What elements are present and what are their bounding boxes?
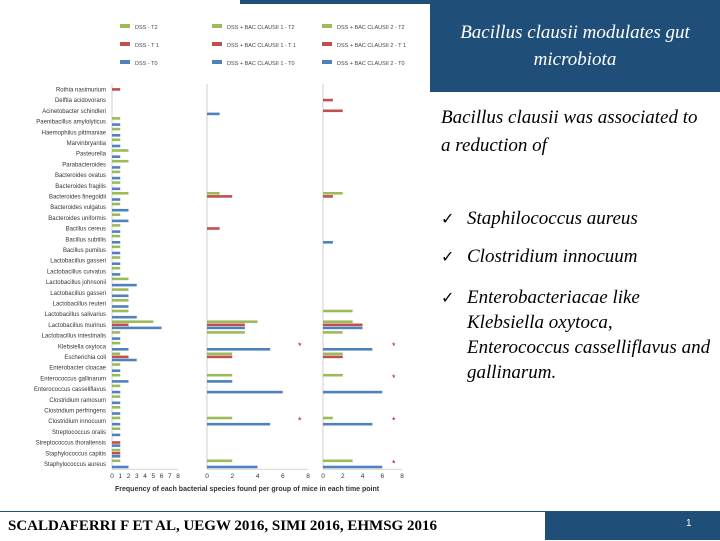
bar — [207, 353, 232, 356]
bar — [112, 374, 120, 377]
tick-label: 2 — [230, 473, 235, 481]
category-label: Bacteroides vulgatus — [50, 205, 106, 212]
bar — [112, 209, 129, 212]
bar — [112, 134, 120, 137]
category-label: Parabacteroides — [62, 162, 106, 169]
bar — [112, 449, 120, 452]
legend-label: DSS - T2 — [135, 25, 158, 31]
legend-swatch — [212, 42, 222, 46]
bar — [323, 310, 353, 313]
slide-title: Bacillus clausii modulates gut microbiota — [460, 22, 690, 70]
category-label: Staphylococcus capitis — [45, 451, 106, 458]
bar — [112, 278, 129, 281]
tick-label: 3 — [134, 473, 139, 481]
bar — [207, 195, 232, 198]
bar — [323, 324, 363, 327]
bar — [323, 466, 382, 469]
category-label: Streptococcus thoraltensis — [35, 440, 106, 447]
tick-label: 6 — [280, 473, 285, 481]
significance-asterisk: * — [392, 340, 396, 351]
category-label: Bacteroides ovatus — [54, 173, 106, 180]
legend-swatch — [120, 42, 130, 46]
bar — [112, 327, 162, 330]
bar — [112, 337, 120, 340]
bar — [323, 391, 382, 394]
bar — [112, 324, 129, 327]
bar — [112, 299, 129, 302]
bar — [323, 320, 353, 323]
legend-label: DSS - T0 — [135, 61, 158, 67]
legend-swatch — [322, 60, 332, 64]
bullet-text: Clostridium innocuum — [467, 246, 638, 267]
bar — [112, 256, 120, 259]
category-label: Streptococcus oralis — [51, 429, 106, 436]
bar — [323, 331, 343, 334]
footer-citation: SCALDAFERRI F ET AL, UEGW 2016, SIMI 2016, EHMSG 2016 — [0, 511, 545, 540]
tick-label: 2 — [340, 473, 345, 481]
legend-swatch — [212, 24, 222, 28]
bar — [112, 171, 120, 174]
bar — [112, 145, 120, 148]
category-label: Escherichia coli — [64, 355, 106, 361]
category-label: Lactobacillus gasseri — [50, 258, 106, 265]
bar — [112, 395, 120, 398]
category-label: Lactobacillus johnsonii — [45, 280, 106, 287]
bar — [112, 224, 120, 227]
bar — [112, 213, 120, 216]
tick-label: 5 — [151, 473, 156, 481]
bar — [207, 423, 270, 426]
bar — [323, 374, 343, 377]
bar — [112, 295, 129, 298]
category-label: Lactobacillus reuteri — [52, 301, 106, 308]
legend-label: DSS + BAC CLAUSII 2 - T 1 — [337, 43, 407, 49]
bar — [207, 320, 258, 323]
bar — [323, 356, 343, 359]
bar — [323, 99, 333, 102]
significance-asterisk: * — [392, 372, 396, 383]
category-label: Bacillus pumilus — [62, 248, 106, 254]
bar — [112, 149, 129, 152]
bar — [207, 324, 245, 327]
bar — [207, 348, 270, 351]
bar — [112, 363, 120, 366]
tick-label: 8 — [176, 473, 180, 481]
bar — [112, 220, 129, 223]
bar — [207, 391, 283, 394]
category-label: Pasteurella — [75, 151, 106, 158]
bar — [112, 455, 120, 458]
bar — [112, 198, 120, 201]
bar — [112, 166, 120, 169]
bullet-text: Staphilococcus aureus — [467, 208, 638, 229]
bar — [112, 385, 120, 388]
category-label: Bacteroides uniformis — [48, 215, 106, 222]
bar — [207, 192, 220, 195]
category-label: Delftia acidovorans — [54, 98, 106, 105]
legend-label: DSS + BAC CLAUSII 1 - T2 — [227, 25, 295, 31]
tick-label: 4 — [360, 473, 365, 481]
bar — [323, 460, 353, 463]
legend-label: DSS + BAC CLAUSII 2 - T0 — [337, 61, 405, 67]
bullet-clostridium — [441, 244, 716, 269]
x-axis-label: Frequency of each bacterial species found per group of mice in each time point — [115, 486, 380, 493]
category-label: Clostridium innocuum — [48, 419, 106, 426]
category-label: Bacillus subtilis — [65, 237, 106, 244]
bar — [112, 252, 120, 255]
category-label: Lactobacillus murinus — [48, 322, 106, 329]
category-label: Lactobacillus curvatus — [46, 269, 106, 276]
bar — [207, 227, 220, 230]
bar — [112, 284, 137, 287]
checkmark-icon: ✓ — [441, 247, 455, 266]
bar — [207, 466, 258, 469]
bar — [112, 192, 129, 195]
bar — [112, 444, 120, 447]
bar — [207, 380, 232, 383]
bar — [112, 466, 129, 469]
bar — [323, 327, 363, 330]
bar — [112, 331, 120, 334]
page-number: 1 — [686, 518, 692, 529]
category-label: Staphylococcus aureus — [43, 462, 106, 468]
bar — [112, 241, 120, 244]
bar — [323, 195, 333, 198]
category-label: Klebsiella oxytoca — [57, 344, 106, 351]
bar — [323, 417, 333, 420]
bullet-staphylococcus — [441, 206, 716, 231]
significance-asterisk: * — [392, 458, 396, 469]
bar — [112, 310, 129, 313]
legend-swatch — [212, 60, 222, 64]
bar — [112, 348, 129, 351]
category-label: Enterococcus gallinarum — [40, 376, 106, 383]
significance-asterisk: * — [298, 340, 302, 351]
bar — [112, 316, 137, 319]
bar — [112, 139, 120, 142]
bar — [207, 460, 232, 463]
tick-label: 0 — [110, 473, 114, 481]
category-label: Rothia nasimurium — [55, 87, 106, 94]
bar — [207, 327, 245, 330]
bar — [112, 406, 120, 409]
bar — [112, 128, 120, 131]
tick-label: 8 — [400, 473, 404, 481]
bar — [323, 241, 333, 244]
bar — [207, 374, 232, 377]
tick-label: 0 — [321, 473, 325, 481]
legend-swatch — [322, 24, 332, 28]
tick-label: 0 — [205, 473, 209, 481]
bar — [112, 288, 129, 291]
bar — [112, 235, 120, 238]
bar — [112, 369, 120, 372]
bar — [112, 262, 120, 265]
tick-label: 8 — [306, 473, 310, 481]
legend-swatch — [120, 60, 130, 64]
checkmark-icon: ✓ — [441, 288, 455, 307]
bar — [323, 192, 343, 195]
tick-label: 4 — [143, 473, 147, 481]
legend-label: DSS + BAC CLAUSII 1 - T0 — [227, 61, 295, 67]
legend-swatch — [322, 42, 332, 46]
category-label: Lactobacillus intestinalis — [41, 333, 106, 340]
header-strip — [240, 0, 430, 4]
bar — [112, 417, 120, 420]
bar — [112, 359, 137, 362]
legend-label: DSS + BAC CLAUSII 2 - T2 — [337, 25, 405, 31]
bar — [112, 230, 120, 233]
tick-label: 4 — [255, 473, 260, 481]
category-label: Bacillus cereus — [65, 226, 106, 233]
bar — [112, 203, 120, 206]
bullet-enterobacteriacae — [441, 285, 716, 385]
bar — [112, 460, 120, 463]
bar — [112, 441, 120, 444]
bar — [207, 356, 232, 359]
significance-asterisk: * — [298, 415, 302, 426]
bar — [112, 320, 153, 323]
bar — [112, 246, 120, 249]
bar — [112, 434, 120, 437]
category-label: Bacteroides finegoldii — [48, 194, 106, 201]
category-label: Lactobacillus salivarius — [44, 312, 106, 319]
bullet-text: Enterobacteriacae like Klebsiella oxytoca, Enterococcus casselliflavus and gallinarum. — [467, 287, 711, 383]
bar — [112, 177, 120, 180]
bar — [112, 356, 129, 359]
bar — [207, 331, 245, 334]
bar — [112, 88, 120, 91]
bar — [207, 417, 232, 420]
bar — [112, 342, 120, 345]
bar — [112, 402, 120, 405]
bar — [112, 273, 120, 276]
tick-label: 6 — [380, 473, 385, 481]
intro-text: Bacillus clausii was associated to a reduction of — [441, 107, 698, 156]
bar — [323, 110, 343, 113]
title-banner — [430, 0, 720, 92]
bar — [112, 117, 120, 120]
bar — [112, 160, 129, 163]
category-label: Clostridium perfringens — [44, 408, 106, 415]
significance-asterisk: * — [392, 415, 396, 426]
category-label: Enterococcus casseliflavus — [33, 387, 106, 394]
checkmark-icon: ✓ — [441, 209, 455, 228]
legend-label: DSS - T 1 — [135, 43, 159, 49]
bar — [112, 181, 120, 184]
bar — [112, 427, 120, 430]
category-label: Bacteroides fragilis — [55, 183, 106, 190]
category-label: Paenibacillus amylolyticus — [36, 119, 106, 126]
bar — [112, 391, 120, 394]
bar — [323, 353, 343, 356]
bar — [323, 348, 372, 351]
bar — [112, 423, 120, 426]
tick-label: 1 — [118, 473, 123, 481]
bar — [323, 423, 372, 426]
bar — [112, 188, 120, 191]
bar — [112, 305, 129, 308]
tick-label: 7 — [167, 473, 172, 481]
category-label: Acinetobacter schindleri — [42, 108, 106, 115]
legend-label: DSS + BAC CLAUSII 1 - T 1 — [227, 43, 297, 49]
tick-label: 2 — [126, 473, 131, 481]
bar — [112, 380, 129, 383]
bar — [112, 267, 120, 270]
category-label: Clostridium ramosum — [49, 397, 106, 404]
bar — [112, 155, 120, 158]
legend-swatch — [120, 24, 130, 28]
bar — [112, 452, 120, 455]
category-label: Marvinbryantia — [66, 141, 106, 147]
category-label: Haemophilus pittmaniae — [41, 130, 106, 137]
category-label: Lactobacillus gasseri — [50, 290, 106, 297]
footer-bar — [0, 511, 720, 540]
category-label: Enterobacter cloacae — [49, 365, 106, 372]
bar — [207, 113, 220, 116]
bar — [112, 353, 120, 356]
tick-label: 6 — [159, 473, 164, 481]
bar — [112, 412, 120, 415]
bar — [112, 123, 120, 126]
